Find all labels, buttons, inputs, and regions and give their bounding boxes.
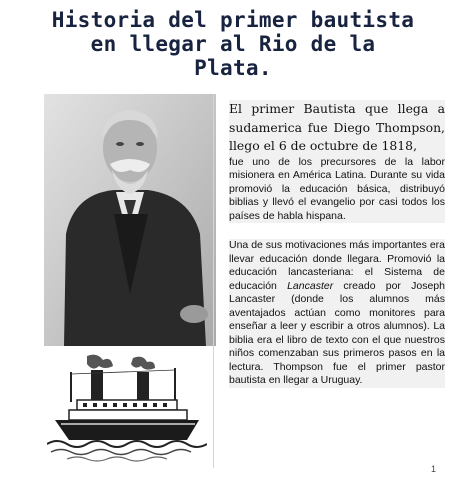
column-divider [213, 94, 214, 468]
paragraph-2-text-a: Una de sus motivaciones más importantes era llevar educación donde llegara. Promovió la educación lancasteriana: el Sistema de educación [229, 239, 445, 292]
paragraph-2-italic: Lancaster [287, 279, 334, 292]
steamship-icon [47, 352, 207, 464]
paragraph-1-rest: fue uno de los precursores de la labor misionera en América Latina. Durante su vida promovió la educación básica, distribuyó biblias y llevó el evangelio por casi todos los países de habla hispana. [229, 155, 445, 222]
portrait-photo [44, 94, 216, 346]
title-line-3: Plata. [194, 56, 272, 80]
text-column [229, 100, 445, 388]
steamship-illustration [47, 352, 207, 464]
paragraph-2 [229, 239, 445, 388]
page-title [0, 8, 466, 80]
paragraph-2-text-b: creado por Joseph Lancaster (donde los alumnos más aventajados actúan como monitores para enseñar a leer y escribir a otros alumnos). La biblia era el libro de texto con el que nuestros niños comenzaban sus primeros pasos en la lectura. Thompson fue el primer pastor bautista en llegar a Uruguay. [229, 279, 445, 386]
paragraph-1-lead: El primer Bautista que llega a sudamerica fue Diego Thompson, llego el 6 de octubre de 1818, [229, 101, 445, 153]
title-line-2: en llegar al Rio de la [90, 32, 376, 56]
paragraph-1 [229, 100, 445, 223]
title-line-1: Historia del primer bautista [51, 8, 415, 32]
portrait-illustration [44, 94, 216, 346]
page-number: 1 [430, 464, 436, 474]
